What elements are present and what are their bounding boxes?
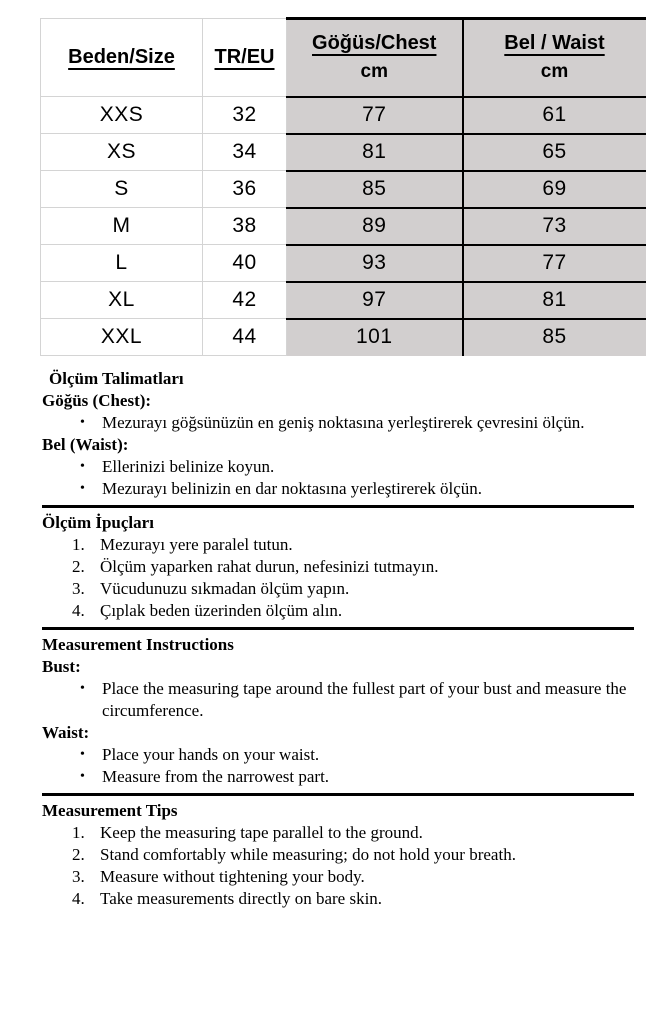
cell-chest: 101 <box>287 319 463 356</box>
item-text: Ölçüm yaparken rahat durun, nefesinizi tutmayın. <box>100 557 439 576</box>
cell-chest: 89 <box>287 208 463 245</box>
cell-tr-eu: 44 <box>203 319 287 356</box>
cell-waist: 61 <box>463 97 646 134</box>
bullet-icon: • <box>80 681 85 696</box>
bullet-icon: • <box>80 769 85 784</box>
item-number: 2. <box>72 557 85 576</box>
column-label: Bel / Waist <box>504 32 605 55</box>
numbered-item <box>42 866 660 888</box>
section-heading-olcum-talimatlari: Ölçüm Talimatları <box>49 369 184 388</box>
item-number: 4. <box>72 889 85 908</box>
column-label: Göğüs/Chest <box>312 32 437 55</box>
bullet-icon: • <box>80 747 85 762</box>
item-text: Place the measuring tape around the fullest part of your bust and measure the circumference. <box>102 679 627 720</box>
item-text: Vücudunuzu sıkmadan ölçüm yapın. <box>100 579 350 598</box>
numbered-item <box>42 822 660 844</box>
cell-chest: 77 <box>287 97 463 134</box>
cell-tr-eu: 36 <box>203 171 287 208</box>
item-number: 2. <box>72 845 85 864</box>
table-row <box>41 282 646 319</box>
item-text: Mezurayı belinizin en dar noktasına yerleştirerek ölçün. <box>102 479 482 498</box>
size-table <box>40 17 646 356</box>
bullet-icon: • <box>80 481 85 496</box>
item-text: Mezurayı göğsünüzün en geniş noktasına yerleştirerek çevresini ölçün. <box>102 413 585 432</box>
section-divider <box>42 627 634 630</box>
column-header-beden-size <box>41 19 203 97</box>
column-label: Beden/Size <box>68 46 175 68</box>
cell-beden-size: L <box>41 245 203 282</box>
column-header-chest <box>287 19 463 97</box>
section-heading-olcum-ipuclari: Ölçüm İpuçları <box>42 513 154 532</box>
cell-waist: 85 <box>463 319 646 356</box>
item-text: Place your hands on your waist. <box>102 745 320 764</box>
subheading: Göğüs (Chest): <box>42 391 152 410</box>
bullet-icon: • <box>80 459 85 474</box>
cell-waist: 81 <box>463 282 646 319</box>
numbered-item <box>42 844 660 866</box>
cell-beden-size: XL <box>41 282 203 319</box>
numbered-item <box>42 556 660 578</box>
column-header-waist <box>463 19 646 97</box>
table-row <box>41 208 646 245</box>
cell-chest: 81 <box>287 134 463 171</box>
table-header-row <box>41 19 646 97</box>
item-text: Measure from the narrowest part. <box>102 767 330 786</box>
item-text: Ellerinizi belinize koyun. <box>102 457 275 476</box>
cell-waist: 73 <box>463 208 646 245</box>
item-text: Çıplak beden üzerinden ölçüm alın. <box>100 601 343 620</box>
subheading: Bel (Waist): <box>42 435 129 454</box>
cell-tr-eu: 42 <box>203 282 287 319</box>
table-row <box>41 134 646 171</box>
column-unit-label: cm <box>360 61 388 83</box>
column-label: TR/EU <box>214 46 275 68</box>
cell-chest: 97 <box>287 282 463 319</box>
item-number: 3. <box>72 579 85 598</box>
table-row <box>41 171 646 208</box>
item-number: 4. <box>72 601 85 620</box>
item-text: Stand comfortably while measuring; do not hold your breath. <box>100 845 516 864</box>
cell-beden-size: XXS <box>41 97 203 134</box>
bullet-item <box>42 478 660 500</box>
cell-waist: 65 <box>463 134 646 171</box>
numbered-item <box>42 600 660 622</box>
numbered-item <box>42 534 660 556</box>
size-chart-page <box>0 17 667 1017</box>
item-number: 3. <box>72 867 85 886</box>
cell-chest: 93 <box>287 245 463 282</box>
section-heading-measurement-tips: Measurement Tips <box>42 801 178 820</box>
bullet-icon: • <box>80 415 85 430</box>
cell-beden-size: M <box>41 208 203 245</box>
table-row <box>41 97 646 134</box>
cell-tr-eu: 32 <box>203 97 287 134</box>
item-text: Measure without tightening your body. <box>100 867 365 886</box>
subheading: Bust: <box>42 657 81 676</box>
cell-beden-size: XS <box>41 134 203 171</box>
item-number: 1. <box>72 823 85 842</box>
cell-chest: 85 <box>287 171 463 208</box>
item-text: Keep the measuring tape parallel to the ground. <box>100 823 423 842</box>
bullet-item <box>42 744 660 766</box>
cell-beden-size: XXL <box>41 319 203 356</box>
table-row <box>41 319 646 356</box>
item-text: Mezurayı yere paralel tutun. <box>100 535 293 554</box>
column-header-tr-eu <box>203 19 287 97</box>
numbered-item <box>42 888 660 910</box>
cell-tr-eu: 38 <box>203 208 287 245</box>
item-number: 1. <box>72 535 85 554</box>
cell-tr-eu: 34 <box>203 134 287 171</box>
numbered-item <box>42 578 660 600</box>
cell-tr-eu: 40 <box>203 245 287 282</box>
cell-beden-size: S <box>41 171 203 208</box>
bullet-item <box>42 412 660 434</box>
section-divider <box>42 505 634 508</box>
section-divider <box>42 793 634 796</box>
section-heading-measurement-instructions: Measurement Instructions <box>42 635 234 654</box>
subheading: Waist: <box>42 723 90 742</box>
item-text: Take measurements directly on bare skin. <box>100 889 383 908</box>
instructions-area <box>42 368 660 910</box>
cell-waist: 69 <box>463 171 646 208</box>
cell-waist: 77 <box>463 245 646 282</box>
bullet-item <box>42 678 660 722</box>
table-row <box>41 245 646 282</box>
bullet-item <box>42 456 660 478</box>
bullet-item <box>42 766 660 788</box>
column-unit-label: cm <box>540 61 569 83</box>
